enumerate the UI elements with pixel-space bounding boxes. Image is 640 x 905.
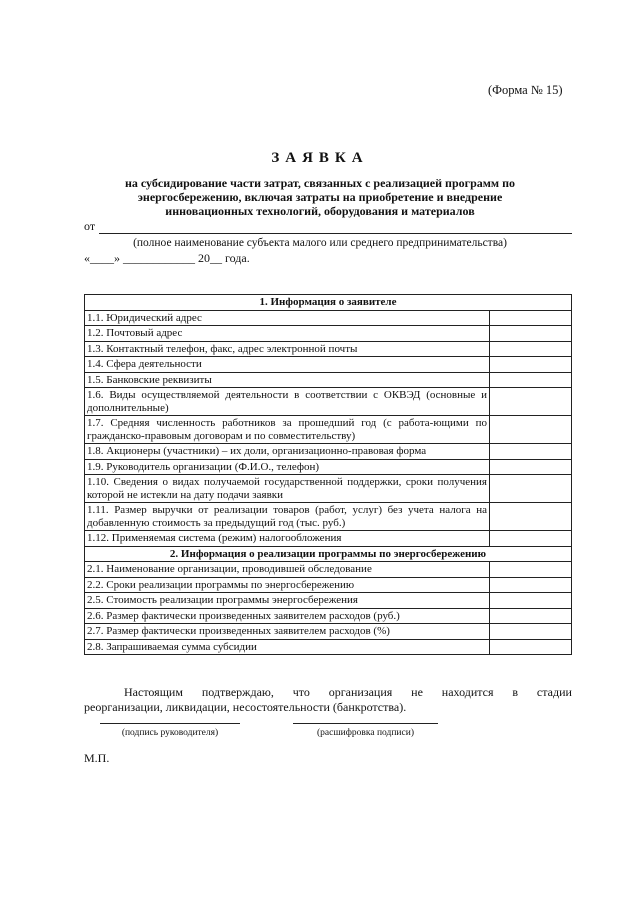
applicant-field: [84, 219, 572, 234]
section-header: 2. Информация о реализации программы по энергосбережению: [85, 546, 572, 562]
signature-decoding-hint: (расшифровка подписи): [317, 728, 414, 738]
row-value-cell[interactable]: [489, 503, 571, 531]
row-label: 1.8. Акционеры (участники) – их доли, организационно-правовая форма: [85, 444, 490, 460]
confirmation-word: находится: [441, 685, 494, 699]
row-label: 1.6. Виды осуществляемой деятельности в соответствии с ОКВЭД (основные и дополнительные): [85, 388, 490, 416]
row-value-cell[interactable]: [489, 531, 571, 547]
section-header: 1. Информация о заявителе: [85, 295, 572, 311]
row-value-cell[interactable]: [489, 341, 571, 357]
row-label: 1.10. Сведения о видах получаемой государственной поддержки, сроки получения которой не истекли на дату подачи заявки: [85, 475, 490, 503]
section-header-row: [85, 546, 572, 562]
from-label: от: [84, 219, 96, 233]
confirmation-statement: [84, 685, 572, 715]
applicant-field-hint: (полное наименование субъекта малого или среднего предпринимательства): [133, 237, 507, 249]
row-value-cell[interactable]: [489, 593, 571, 609]
row-value-cell[interactable]: [489, 416, 571, 444]
table-row: [85, 639, 572, 655]
confirmation-word: в: [512, 685, 519, 699]
table-row: [85, 388, 572, 416]
row-value-cell[interactable]: [489, 608, 571, 624]
row-value-cell[interactable]: [489, 326, 571, 342]
applicant-name-line[interactable]: [99, 221, 572, 234]
section-header-row: [85, 295, 572, 311]
table-row: [85, 372, 572, 388]
document-subtitle: на субсидирование части затрат, связанных с реализацией программ по энергосбережению, включая затраты на приобретение и внедрение инновационных технологий, оборудования и материалов: [124, 176, 516, 218]
table-row: [85, 593, 572, 609]
confirmation-word: не: [411, 685, 423, 699]
row-label: 2.2. Сроки реализации программы по энергосбережению: [85, 577, 490, 593]
confirmation-word: Настоящим: [124, 685, 183, 699]
row-label: 1.9. Руководитель организации (Ф.И.О., телефон): [85, 459, 490, 475]
table-row: [85, 341, 572, 357]
table-row: [85, 562, 572, 578]
table-row: [85, 310, 572, 326]
table-row: [85, 357, 572, 373]
row-label: 1.1. Юридический адрес: [85, 310, 490, 326]
date-line[interactable]: «____» ____________ 20__ года.: [84, 251, 250, 265]
confirmation-line-2: реорганизации, ликвидации, несостоятельности (банкротства).: [84, 700, 407, 714]
row-label: 1.3. Контактный телефон, факс, адрес электронной почты: [85, 341, 490, 357]
row-label: 2.7. Размер фактически произведенных заявителем расходов (%): [85, 624, 490, 640]
table-row: [85, 475, 572, 503]
row-value-cell[interactable]: [489, 444, 571, 460]
row-label: 2.6. Размер фактически произведенных заявителем расходов (руб.): [85, 608, 490, 624]
row-value-cell[interactable]: [489, 310, 571, 326]
row-label: 1.12. Применяемая система (режим) налогообложения: [85, 531, 490, 547]
row-value-cell[interactable]: [489, 639, 571, 655]
table-row: [85, 531, 572, 547]
row-value-cell[interactable]: [489, 624, 571, 640]
application-table: [84, 294, 572, 655]
table-row: [85, 577, 572, 593]
row-value-cell[interactable]: [489, 459, 571, 475]
confirmation-line-1: [84, 685, 572, 700]
signature-line[interactable]: [100, 723, 240, 724]
table-row: [85, 459, 572, 475]
table-row: [85, 416, 572, 444]
row-label: 2.8. Запрашиваемая сумма субсидии: [85, 639, 490, 655]
table-row: [85, 624, 572, 640]
table-row: [85, 326, 572, 342]
stamp-place-label: М.П.: [84, 751, 110, 765]
row-label: 1.5. Банковские реквизиты: [85, 372, 490, 388]
row-label: 1.11. Размер выручки от реализации товаров (работ, услуг) без учета налога на добавленную стоимость за предыдущий год (тыс. руб.): [85, 503, 490, 531]
form-number: (Форма № 15): [488, 83, 563, 97]
row-label: 1.2. Почтовый адрес: [85, 326, 490, 342]
row-value-cell[interactable]: [489, 372, 571, 388]
row-value-cell[interactable]: [489, 577, 571, 593]
row-label: 1.4. Сфера деятельности: [85, 357, 490, 373]
row-label: 2.1. Наименование организации, проводившей обследование: [85, 562, 490, 578]
row-label: 1.7. Средняя численность работников за прошедший год (с работа-ющими по гражданско-правовым договорам и по совместительству): [85, 416, 490, 444]
signature-decoding-line[interactable]: [293, 723, 438, 724]
confirmation-word: что: [292, 685, 310, 699]
row-value-cell[interactable]: [489, 562, 571, 578]
row-label: 2.5. Стоимость реализации программы энергосбережения: [85, 593, 490, 609]
confirmation-word: подтверждаю,: [201, 685, 274, 699]
document-title: ЗАЯВКА: [271, 150, 369, 166]
table-row: [85, 444, 572, 460]
row-value-cell[interactable]: [489, 475, 571, 503]
confirmation-word: стадии: [536, 685, 572, 699]
table-row: [85, 608, 572, 624]
table-row: [85, 503, 572, 531]
confirmation-word: организация: [328, 685, 393, 699]
signature-hint: (подпись руководителя): [121, 728, 219, 738]
row-value-cell[interactable]: [489, 357, 571, 373]
row-value-cell[interactable]: [489, 388, 571, 416]
